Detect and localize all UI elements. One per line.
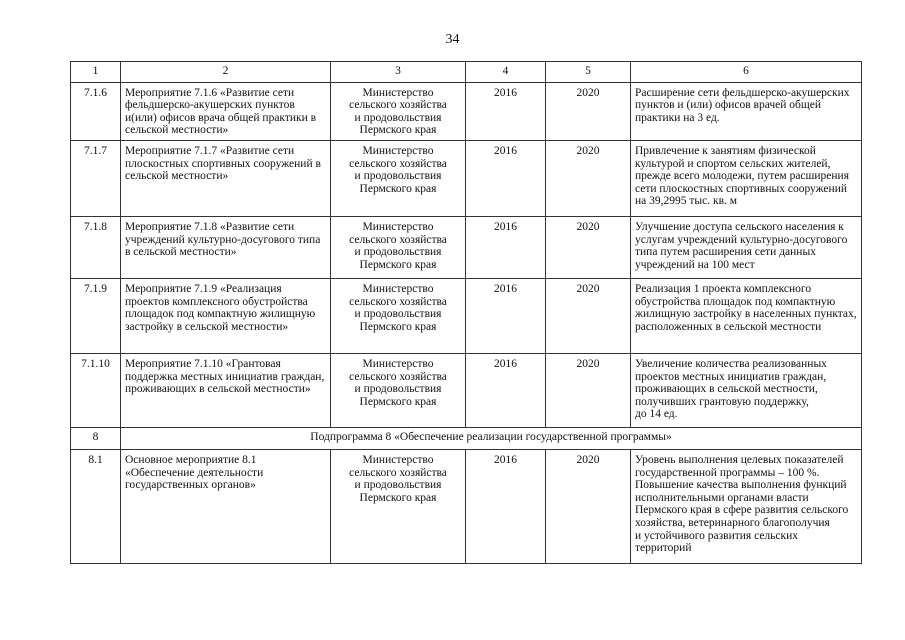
start-year: 2016 [466, 278, 546, 353]
activity-name: Мероприятие 7.1.7 «Развитие сети плоскостных спортивных сооружений в сельской местности» [121, 140, 331, 216]
activity-name: Мероприятие 7.1.8 «Развитие сети учреждений культурно-досугового типа в сельской местности» [121, 216, 331, 278]
row-number: 7.1.8 [71, 216, 121, 278]
end-year: 2020 [546, 278, 631, 353]
activity-name: Мероприятие 7.1.6 «Развитие сети фельдшерско-акушерских пунктов и(или) офисов врача общей практики в сельской местности» [121, 82, 331, 140]
table-row [71, 278, 862, 353]
subprogram-title: Подпрограмма 8 «Обеспечение реализации государственной программы» [121, 427, 862, 449]
subprogram-number: 8 [71, 427, 121, 449]
column-header: 2 [121, 62, 331, 83]
column-header: 5 [546, 62, 631, 83]
column-header: 4 [466, 62, 546, 83]
start-year: 2016 [466, 216, 546, 278]
end-year: 2020 [546, 216, 631, 278]
table-row [71, 353, 862, 427]
table-row [71, 216, 862, 278]
start-year: 2016 [466, 82, 546, 140]
end-year: 2020 [546, 449, 631, 563]
table-row [71, 82, 862, 140]
expected-result: Реализация 1 проекта комплексного обустройства площадок под компактную жилищную застройку в населенных пунктах, расположенных в сельской местности [631, 278, 862, 353]
column-header: 3 [331, 62, 466, 83]
expected-result: Уровень выполнения целевых показателей государственной программы – 100 %. Повышение качества выполнения функций исполнительными органами власти Пермского края в сфере развития сельского хозяйства, ветеринарного благополучия и устойчивого развития сельских территорий [631, 449, 862, 563]
responsible-agency: Министерство сельского хозяйства и продовольствия Пермского края [331, 449, 466, 563]
program-table [70, 61, 862, 564]
column-header: 6 [631, 62, 862, 83]
end-year: 2020 [546, 353, 631, 427]
row-number: 7.1.6 [71, 82, 121, 140]
end-year: 2020 [546, 82, 631, 140]
responsible-agency: Министерство сельского хозяйства и продовольствия Пермского края [331, 216, 466, 278]
expected-result: Увеличение количества реализованных проектов местных инициатив граждан, проживающих в сельской местности, получивших грантовую поддержку, до 14 ед. [631, 353, 862, 427]
end-year: 2020 [546, 140, 631, 216]
expected-result: Привлечение к занятиям физической культурой и спортом сельских жителей, прежде всего молодежи, путем расширения сети плоскостных спортивных сооружений на 39,2995 тыс. кв. м [631, 140, 862, 216]
subprogram-row [71, 427, 862, 449]
responsible-agency: Министерство сельского хозяйства и продовольствия Пермского края [331, 278, 466, 353]
row-number: 7.1.7 [71, 140, 121, 216]
row-number: 7.1.9 [71, 278, 121, 353]
column-header: 1 [71, 62, 121, 83]
page-number: 34 [445, 32, 460, 47]
start-year: 2016 [466, 140, 546, 216]
activity-name: Мероприятие 7.1.9 «Реализация проектов комплексного обустройства площадок под компактную жилищную застройку в сельской местности» [121, 278, 331, 353]
row-number: 7.1.10 [71, 353, 121, 427]
start-year: 2016 [466, 449, 546, 563]
start-year: 2016 [466, 353, 546, 427]
activity-name: Мероприятие 7.1.10 «Грантовая поддержка местных инициатив граждан, проживающих в сельской местности» [121, 353, 331, 427]
expected-result: Расширение сети фельдшерско-акушерских пунктов и (или) офисов врачей общей практики на 3 ед. [631, 82, 862, 140]
responsible-agency: Министерство сельского хозяйства и продовольствия Пермского края [331, 140, 466, 216]
responsible-agency: Министерство сельского хозяйства и продовольствия Пермского края [331, 82, 466, 140]
row-number: 8.1 [71, 449, 121, 563]
activity-name: Основное мероприятие 8.1 «Обеспечение деятельности государственных органов» [121, 449, 331, 563]
table-row [71, 140, 862, 216]
table-header-row [71, 62, 862, 83]
table-row [71, 449, 862, 563]
responsible-agency: Министерство сельского хозяйства и продовольствия Пермского края [331, 353, 466, 427]
expected-result: Улучшение доступа сельского населения к услугам учреждений культурно-досугового типа путем расширения сети данных учреждений на 100 мест [631, 216, 862, 278]
